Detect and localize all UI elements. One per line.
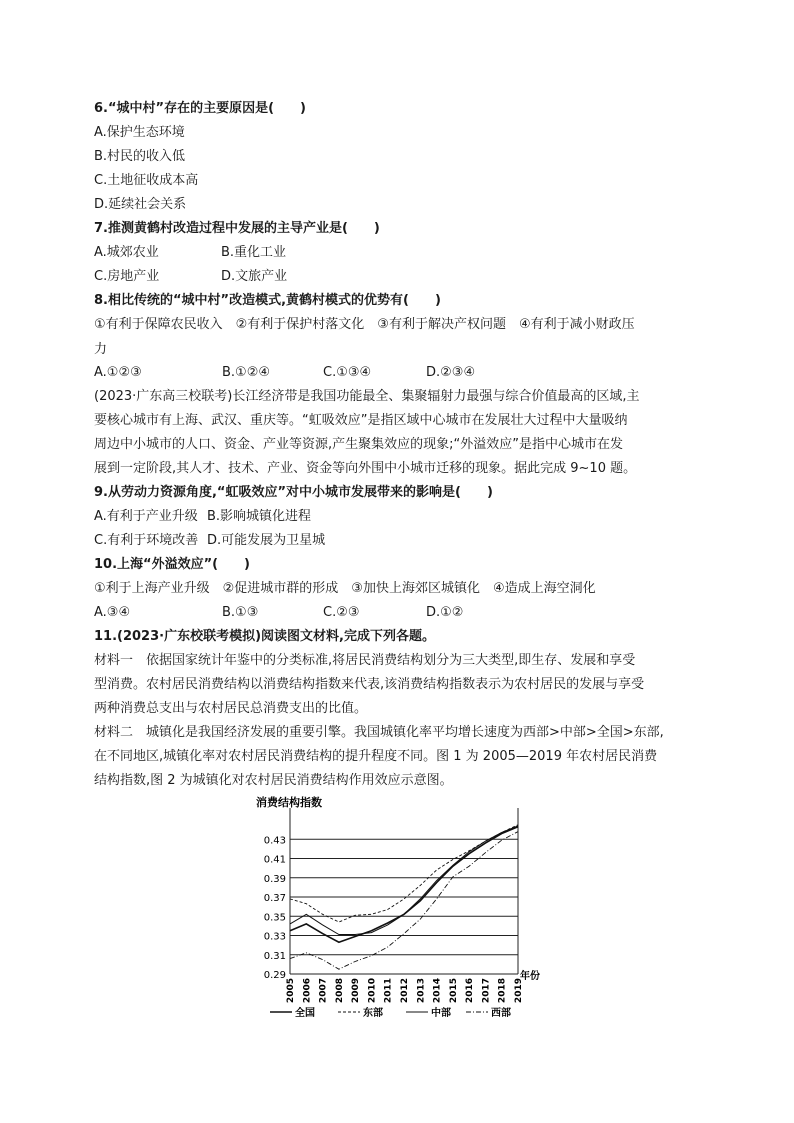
question-11-title: 11.(2023·广东校联考模拟)阅读图文材料,完成下列各题。	[94, 629, 435, 644]
x-tick-label: 2014	[432, 978, 443, 1004]
q8-statements-line-1: ①有利于保障农民收入 ②有利于保护村落文化 ③有利于解决产权问题 ④有利于减小财政压	[94, 317, 635, 332]
y-axis-label: 消费结构指数	[256, 796, 322, 809]
legend	[270, 1006, 511, 1019]
q8-statements-line-2: 力	[94, 342, 108, 357]
y-tick-label: 0.41	[263, 854, 286, 866]
q8-option-a: A.①②③	[94, 365, 142, 380]
q8-option-b: B.①②④	[222, 365, 271, 380]
q9-option-b: B.影响城镇化进程	[207, 509, 312, 524]
legend-label: 东部	[363, 1008, 383, 1019]
q10-option-a: A.③④	[94, 605, 131, 620]
passage-line-2: 要核心城市有上海、武汉、重庆等。“虹吸效应”是指区域中心城市在发展壮大过程中大量吸纳	[94, 413, 628, 428]
x-tick-label: 2005	[286, 978, 296, 1004]
q7-option-c: C.房地产业	[94, 269, 160, 284]
material-1-line-1: 材料一 依据国家统计年鉴中的分类标准,将居民消费结构划分为三大类型,即生存、发展和享受	[94, 653, 636, 668]
grid-layer	[290, 808, 518, 974]
series-line-3	[290, 832, 518, 970]
q7-options-row-2	[94, 269, 287, 285]
q10-statements: ①利于上海产业升级 ②促进城市群的形成 ③加快上海郊区城镇化 ④造成上海空洞化	[94, 581, 596, 596]
q9-option-c: C.有利于环境改善	[94, 533, 199, 548]
x-tick-label: 2009	[351, 978, 362, 1004]
y-tick-label: 0.31	[263, 950, 286, 962]
question-10-title: 10.上海“外溢效应”( )	[94, 557, 251, 572]
q6-option-a: A.保护生态环境	[94, 125, 185, 140]
x-tick-label: 2016	[465, 978, 476, 1004]
x-tick-label: 2007	[318, 978, 329, 1004]
q7-options-row-1	[94, 245, 286, 261]
q6-option-b: B.村民的收入低	[94, 149, 186, 164]
question-6-title: 6.“城中村”存在的主要原因是( )	[94, 101, 306, 116]
q8-options-row	[94, 365, 475, 381]
material-2-line-3: 结构指数,图 2 为城镇化对农村居民消费结构作用效应示意图。	[94, 773, 453, 788]
material-1-line-3: 两种消费总支出与农村居民总消费支出的比值。	[94, 701, 368, 716]
x-axis-label: 年份	[520, 971, 540, 982]
x-tick-label: 2013	[416, 978, 427, 1004]
legend-label: 中部	[431, 1008, 451, 1019]
series-line-2	[290, 826, 518, 935]
q7-option-a: A.城郊农业	[94, 245, 159, 260]
q6-option-c: C.土地征收成本高	[94, 173, 199, 188]
q9-options-row-1	[94, 509, 311, 525]
passage-line-3: 周边中小城市的人口、资金、产业等资源,产生聚集效应的现象;“外溢效应”是指中心城市在发	[94, 437, 623, 452]
material-1-line-2: 型消费。农村居民消费结构以消费结构指数来代表,该消费结构指数表示为农村居民的发展与享受	[94, 677, 645, 692]
x-tick-label: 2012	[400, 978, 410, 1004]
x-tick-label: 2015	[448, 978, 459, 1004]
q6-option-d: D.延续社会关系	[94, 197, 187, 212]
line-chart-svg	[256, 790, 556, 1030]
q10-option-d: D.①②	[426, 605, 464, 620]
q9-option-d: D.可能发展为卫星城	[207, 533, 326, 548]
consumption-index-chart	[256, 790, 556, 1030]
passage-line-4: 展到一定阶段,其人才、技术、产业、资金等向外围中小城市迁移的现象。据此完成 9~10 题。	[94, 461, 637, 476]
x-tick-label: 2010	[367, 978, 378, 1004]
x-tick-label: 2019	[514, 978, 524, 1004]
question-9-title: 9.从劳动力资源角度,“虹吸效应”对中小城市发展带来的影响是( )	[94, 485, 493, 500]
y-tick-label: 0.29	[263, 970, 286, 981]
q7-option-d: D.文旅产业	[221, 269, 288, 284]
x-tick-label: 2006	[302, 978, 313, 1004]
y-tick-label: 0.35	[263, 912, 286, 924]
q8-option-c: C.①③④	[323, 365, 372, 380]
q10-options-row	[94, 605, 463, 621]
series-line-0	[290, 827, 518, 943]
q10-option-b: B.①③	[222, 605, 259, 620]
x-tick-label: 2017	[481, 978, 492, 1004]
q9-options-row-2	[94, 533, 325, 549]
q9-option-a: A.有利于产业升级	[94, 509, 198, 524]
q7-option-b: B.重化工业	[221, 245, 287, 260]
legend-label: 西部	[491, 1008, 511, 1019]
passage-line-1: (2023·广东高三校联考)长江经济带是我国功能最全、集聚辐射力最强与综合价值最高的区域,主	[94, 389, 640, 404]
material-2-line-1: 材料二 城镇化是我国经济发展的重要引擎。我国城镇化率平均增长速度为西部>中部>全国>东部,	[94, 725, 664, 740]
x-tick-label: 2018	[497, 978, 508, 1004]
y-tick-label: 0.39	[263, 873, 286, 885]
question-8-title: 8.相比传统的“城中村”改造模式,黄鹤村模式的优势有( )	[94, 293, 441, 308]
question-7-title: 7.推测黄鹤村改造过程中发展的主导产业是( )	[94, 221, 380, 236]
x-tick-label: 2011	[383, 978, 394, 1004]
y-tick-label: 0.43	[263, 835, 286, 847]
x-tick-label: 2008	[334, 978, 345, 1004]
material-2-line-2: 在不同地区,城镇化率对农村居民消费结构的提升程度不同。图 1 为 2005—2019 年农村居民消费	[94, 749, 658, 764]
legend-label: 全国	[295, 1008, 315, 1019]
y-tick-label: 0.33	[263, 931, 286, 943]
q10-option-c: C.②③	[323, 605, 360, 620]
y-tick-label: 0.37	[263, 893, 286, 904]
q8-option-d: D.②③④	[426, 365, 476, 380]
